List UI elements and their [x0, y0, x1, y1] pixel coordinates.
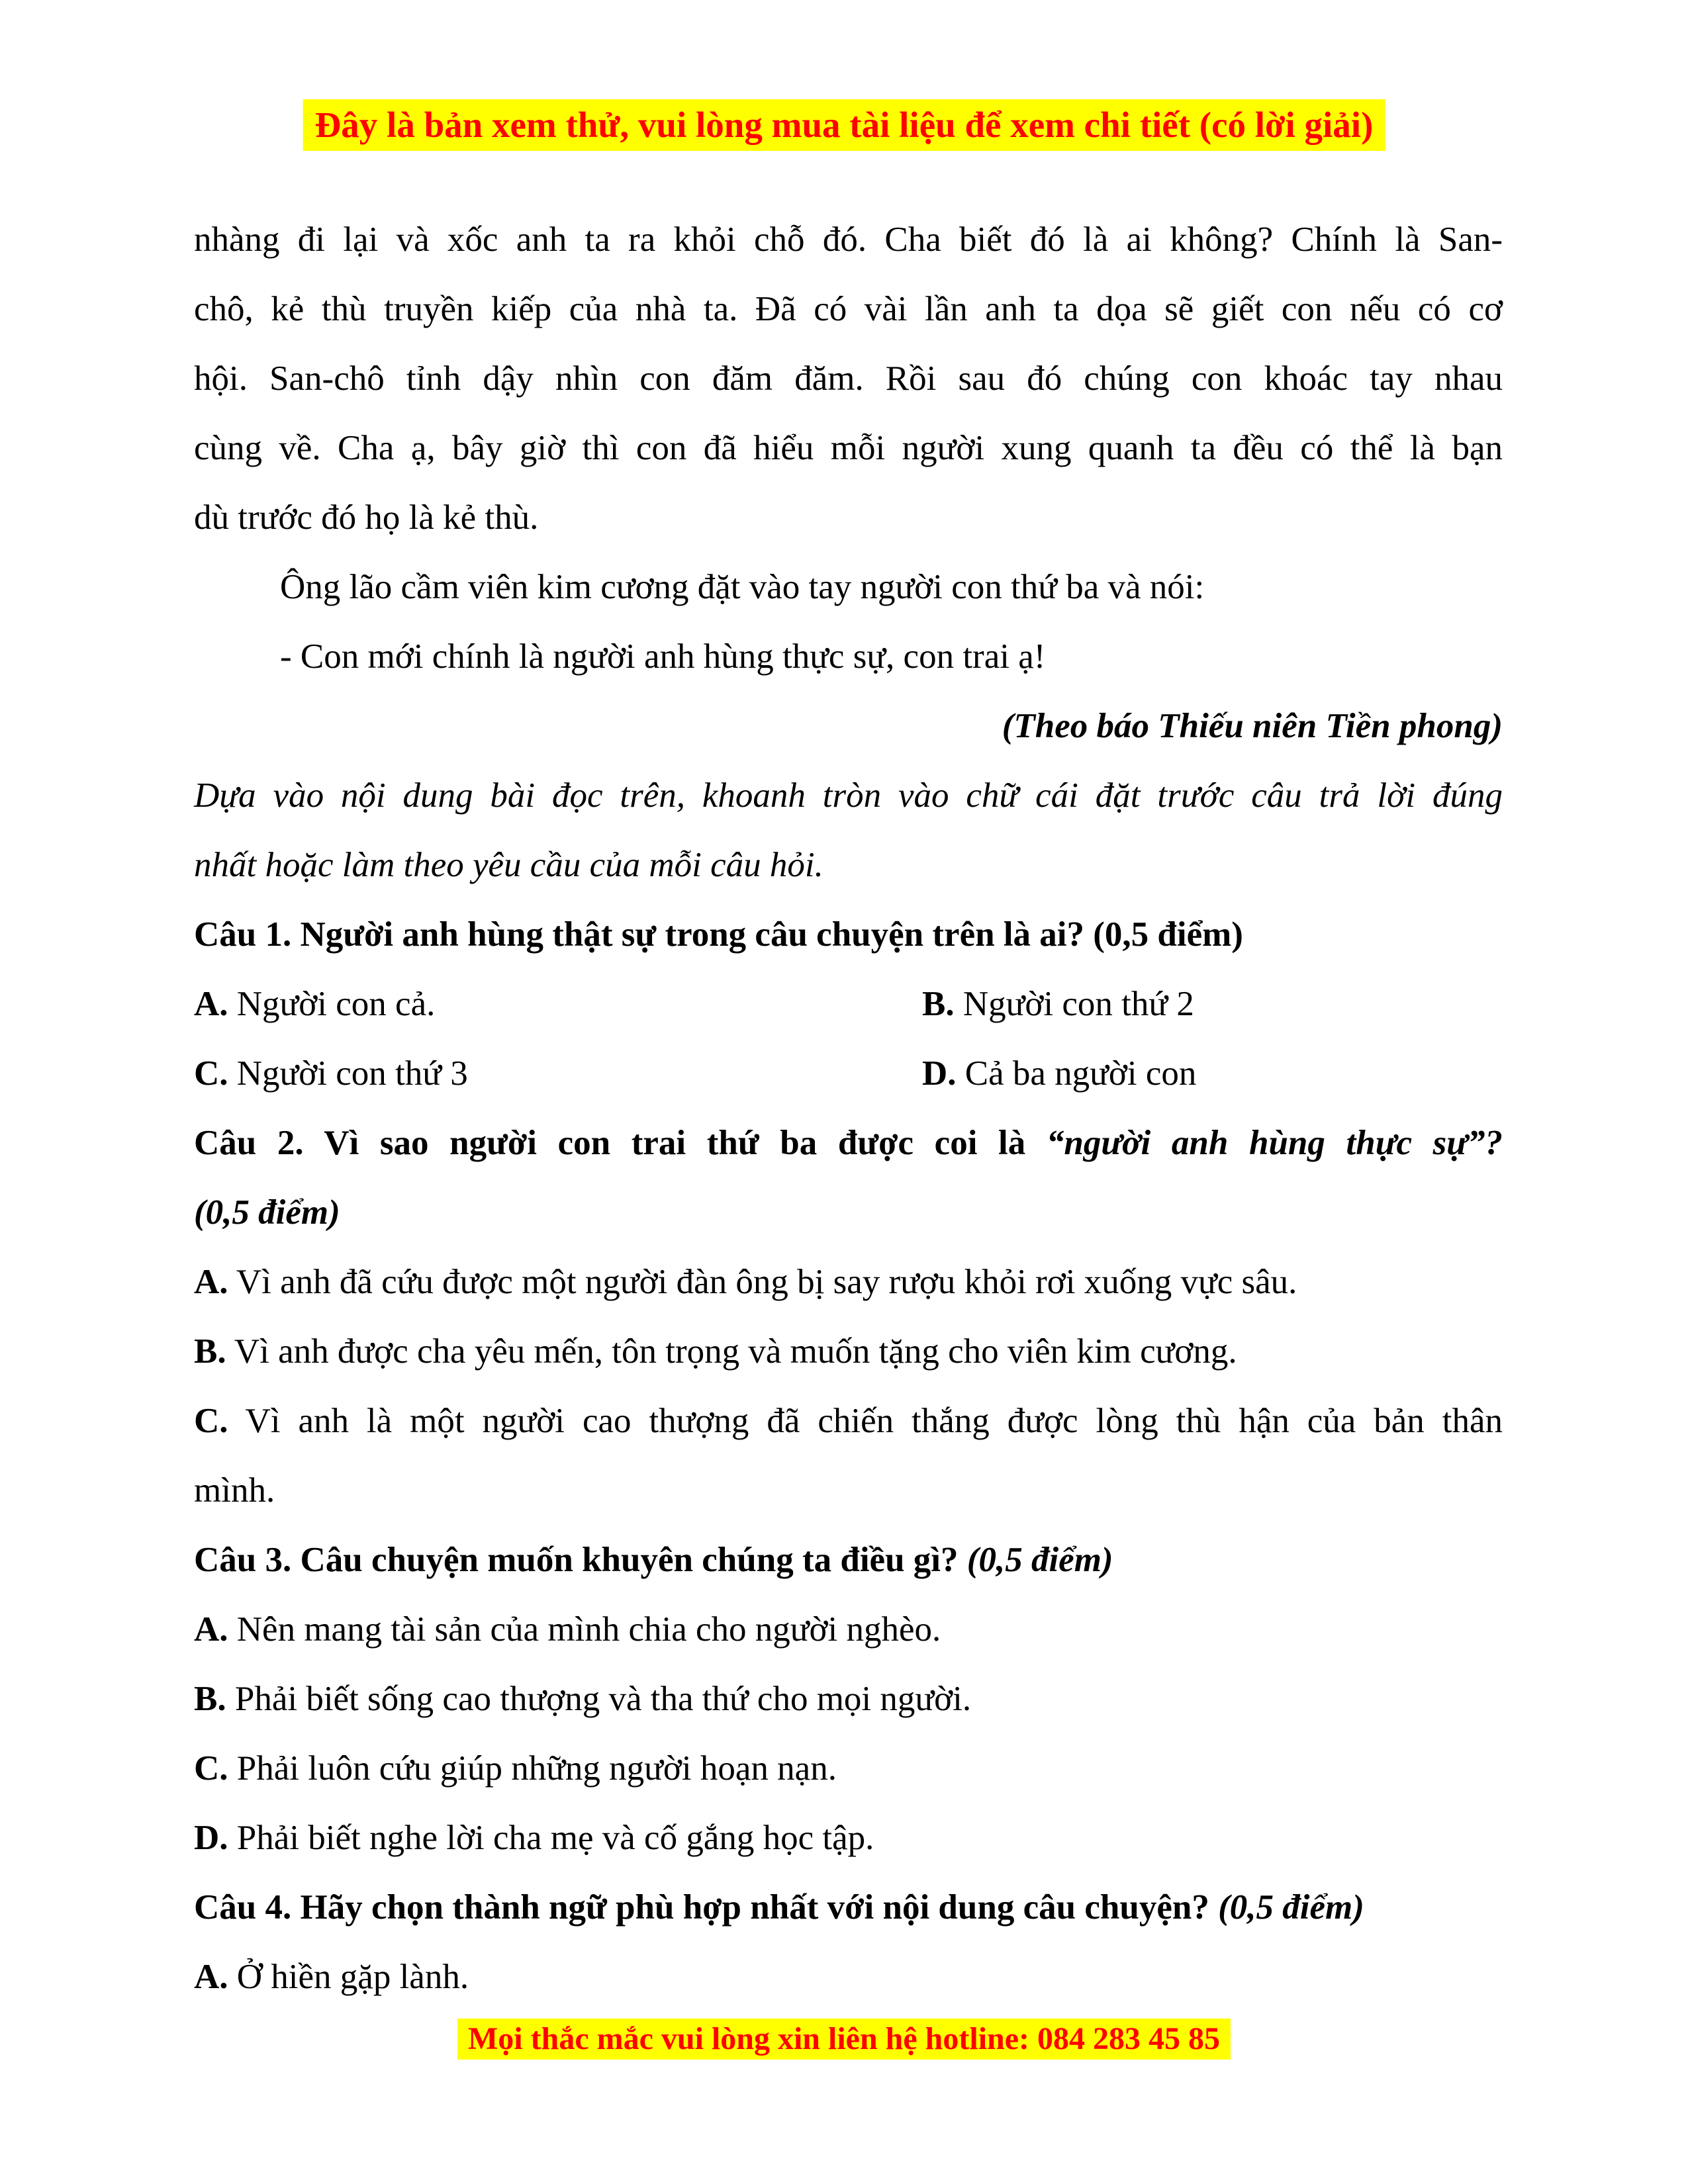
- text-run: - Con mới chính là người anh hùng thực sự, con trai ạ!: [280, 637, 1046, 676]
- answer-option: [194, 1734, 1503, 1803]
- story-line: [194, 483, 1503, 553]
- option-letter: A.: [194, 1610, 228, 1649]
- question-4-title: [194, 1873, 1503, 1942]
- answer-option: [194, 1456, 1503, 1525]
- text-run: Phải luôn cứu giúp những người hoạn nạn.: [228, 1749, 837, 1788]
- question-3-title: [194, 1525, 1503, 1595]
- text-run: nhàng đi lại và xốc anh ta ra khỏi chỗ đó. Cha biết đó là ai không? Chính là San-: [194, 220, 1503, 259]
- story-line: [194, 344, 1503, 414]
- answer-option-col2: [922, 1039, 1196, 1109]
- text-run: Người con thứ 2: [954, 985, 1194, 1023]
- answer-option: [194, 1942, 1503, 2012]
- option-letter: D.: [922, 1054, 957, 1093]
- option-letter: B.: [194, 1680, 226, 1718]
- text-run: Cả ba người con: [956, 1054, 1197, 1093]
- answer-option: [194, 1664, 1503, 1734]
- text-run: Người con thứ 3: [228, 1054, 468, 1093]
- answer-option-col2: [922, 970, 1194, 1039]
- text-run: dù trước đó họ là kẻ thù.: [194, 498, 539, 537]
- text-run: mình.: [194, 1471, 275, 1510]
- text-run: Nên mang tài sản của mình chia cho người nghèo.: [228, 1610, 941, 1649]
- story-line: [194, 275, 1503, 344]
- option-letter: B.: [194, 1332, 226, 1371]
- option-letter: A.: [194, 1263, 228, 1301]
- text-run: nhất hoặc làm theo yêu cầu của mỗi câu hỏi.: [194, 846, 823, 884]
- hotline-banner: Mọi thắc mắc vui lòng xin liên hệ hotline: 084 283 45 85: [457, 2019, 1231, 2060]
- text-run: hội. San-chô tỉnh dậy nhìn con đăm đăm. Rồi sau đó chúng con khoác tay nhau: [194, 359, 1503, 398]
- text-run: Ông lão cầm viên kim cương đặt vào tay người con thứ ba và nói:: [280, 568, 1205, 606]
- text-run: Ở hiền gặp lành.: [228, 1958, 469, 1996]
- text-run: Vì anh được cha yêu mến, tôn trọng và muốn tặng cho viên kim cương.: [226, 1332, 1237, 1371]
- text-run: “người anh hùng thực sự”?: [1046, 1124, 1503, 1162]
- text-run: Phải biết sống cao thượng và tha thứ cho mọi người.: [226, 1680, 972, 1718]
- text-run: Vì anh là một người cao thượng đã chiến thắng được lòng thù hận của bản thân: [228, 1402, 1503, 1440]
- option-letter: D.: [194, 1819, 228, 1857]
- option-letter: A.: [194, 985, 228, 1023]
- text-run: (Theo báo Thiếu niên Tiền phong): [1002, 707, 1503, 745]
- text-run: cùng về. Cha ạ, bây giờ thì con đã hiểu mỗi người xung quanh ta đều có thể là bạn: [194, 429, 1503, 467]
- text-run: Câu 4. Hãy chọn thành ngữ phù hợp nhất với nội dung câu chuyện?: [194, 1888, 1219, 1927]
- option-letter: C.: [194, 1054, 228, 1093]
- text-run: Người con cả.: [228, 985, 436, 1023]
- instruction-line: [194, 761, 1503, 831]
- answer-option: [194, 1317, 1503, 1387]
- text-run: Phải biết nghe lời cha mẹ và cố gắng học tập.: [228, 1819, 874, 1857]
- text-run: (0,5 điểm): [1218, 1888, 1364, 1927]
- option-letter: A.: [194, 1958, 228, 1996]
- answer-option: [194, 1248, 1503, 1317]
- story-line: [194, 205, 1503, 275]
- instruction-line: [194, 831, 1503, 900]
- preview-notice-banner: Đây là bản xem thử, vui lòng mua tài liệu để xem chi tiết (có lời giải): [303, 99, 1385, 151]
- text-run: (0,5 điểm): [966, 1541, 1113, 1579]
- document-content: [194, 205, 1503, 2012]
- option-letter: C.: [194, 1402, 228, 1440]
- question-1-title: [194, 900, 1503, 970]
- story-line: [194, 622, 1503, 692]
- attribution-line: [194, 692, 1503, 761]
- answer-option: [194, 1595, 1503, 1664]
- text-run: chô, kẻ thù truyền kiếp của nhà ta. Đã có vài lần anh ta dọa sẽ giết con nếu có cơ: [194, 290, 1503, 328]
- text-run: Câu 2. Vì sao người con trai thứ ba được coi là: [194, 1124, 1047, 1162]
- text-run: Câu 1. Người anh hùng thật sự trong câu chuyện trên là ai? (0,5 điểm): [194, 915, 1243, 954]
- text-run: (0,5 điểm): [194, 1193, 340, 1232]
- answer-row: [194, 1039, 1503, 1109]
- answer-row: [194, 970, 1503, 1039]
- answer-option: [194, 1387, 1503, 1456]
- story-line: [194, 553, 1503, 622]
- option-letter: C.: [194, 1749, 228, 1788]
- text-run: Dựa vào nội dung bài đọc trên, khoanh tròn vào chữ cái đặt trước câu trả lời đúng: [194, 776, 1503, 815]
- question-2-title: [194, 1109, 1503, 1178]
- question-2-title: [194, 1178, 1503, 1248]
- story-line: [194, 414, 1503, 483]
- text-run: Vì anh đã cứu được một người đàn ông bị say rượu khỏi rơi xuống vực sâu.: [228, 1263, 1297, 1301]
- option-letter: B.: [922, 985, 955, 1023]
- text-run: Câu 3. Câu chuyện muốn khuyên chúng ta điều gì?: [194, 1541, 967, 1579]
- answer-option: [194, 1803, 1503, 1873]
